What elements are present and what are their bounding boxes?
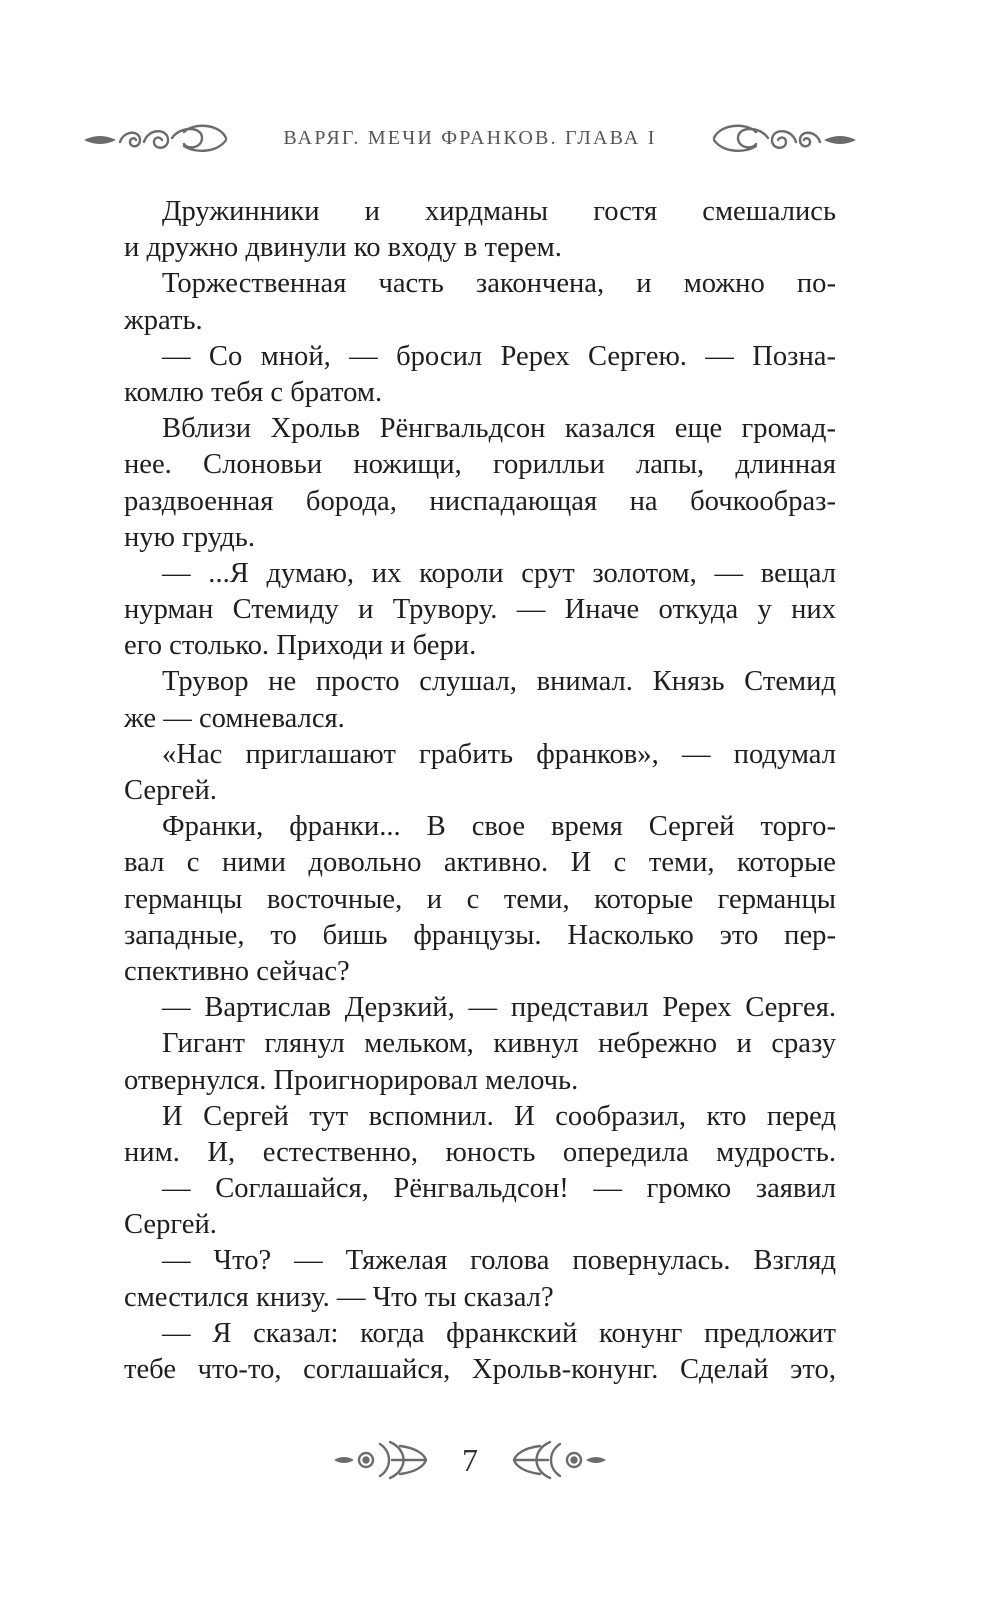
floral-ornament-left-icon	[330, 1436, 430, 1484]
text-line: — Я сказал: когда франкский конунг предложит	[162, 1317, 836, 1349]
text-line: вал с ними довольно активно. И с теми, которые	[124, 847, 836, 879]
text-line: тебе что-то, соглашайся, Хрольв-конунг. Сделай это,	[124, 1354, 836, 1385]
text-line: отвернулся. Проигнорировал мелочь.	[124, 1064, 579, 1096]
text-line: нее. Слоновьи ножищи, горилльи лапы, длинная	[124, 449, 836, 481]
text-line: Дружинники и хирдманы гостя смешались	[162, 196, 836, 227]
text-line: нурман Стемиду и Трувору. — Иначе откуда у них	[124, 594, 836, 626]
scroll-ornament-left-icon	[80, 118, 230, 158]
text-line: — Соглашайся, Рёнгвальдсон! — громко заявил	[162, 1173, 836, 1205]
text-line: германцы восточные, и с теми, которые германцы	[124, 883, 836, 915]
text-line: Франки, франки... В свое время Сергей торго-	[162, 811, 836, 843]
scroll-ornament-right-icon	[710, 118, 860, 158]
text-line: — Со мной, — бросил Ререх Сергею. — Позна-	[162, 340, 836, 372]
text-line: его столько. Приходи и бери.	[124, 630, 477, 662]
floral-ornament-right-icon	[510, 1436, 610, 1484]
text-line: — Что? — Тяжелая голова повернулась. Взгляд	[162, 1245, 836, 1277]
text-line: Гигант глянул мельком, кивнул небрежно и сразу	[162, 1028, 836, 1060]
running-head: ВАРЯГ. МЕЧИ ФРАНКОВ. ГЛАВА I	[283, 126, 657, 149]
text-line: Сергей.	[124, 775, 217, 806]
text-line: Вблизи Хрольв Рёнгвальдсон казался еще громад-	[162, 413, 836, 445]
text-line: спективно сейчас?	[124, 955, 350, 987]
page-header	[80, 112, 860, 164]
text-line: же — сомневался.	[124, 702, 345, 734]
text-line: комлю тебя с братом.	[124, 376, 383, 408]
text-line: сместился книзу. — Что ты сказал?	[124, 1281, 554, 1313]
text-line: ную грудь.	[124, 521, 255, 553]
text-line: западные, то бишь французы. Насколько это пер-	[124, 919, 836, 951]
page-number: 7	[462, 1441, 478, 1478]
text-line: Трувор не просто слушал, внимал. Князь Стемид	[162, 666, 836, 698]
text-line: жрать.	[124, 304, 203, 336]
page-footer	[330, 1432, 610, 1488]
text-line: ним. И, естественно, юность опередила мудрость.	[124, 1136, 836, 1168]
text-line: «Нас приглашают грабить франков», — подумал	[162, 738, 836, 770]
text-line: Сергей.	[124, 1209, 217, 1241]
text-line: раздвоенная борода, ниспадающая на бочкообраз-	[124, 485, 836, 517]
text-line: и дружно двинули ко входу в терем.	[124, 232, 562, 264]
text-line: И Сергей тут вспомнил. И сообразил, кто перед	[162, 1100, 836, 1132]
text-line: — Вартислав Дерзкий, — представил Ререх Сергея.	[162, 992, 836, 1024]
text-line: Торжественная часть закончена, и можно по-	[162, 268, 836, 300]
body-text	[124, 194, 836, 1388]
text-line: — ...Я думаю, их короли срут золотом, — вещал	[162, 557, 836, 589]
